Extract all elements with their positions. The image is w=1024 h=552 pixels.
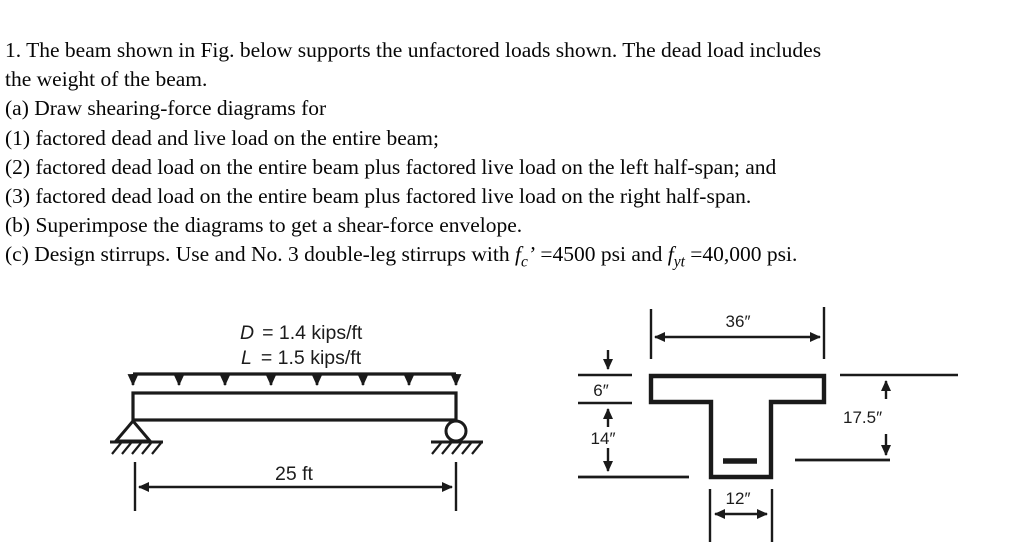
dead-load-label: D = 1.4 kips/ft — [240, 322, 363, 344]
flange-width-dimension — [651, 307, 824, 359]
span-dimension — [135, 462, 456, 511]
beam-body — [133, 393, 456, 420]
span-dimension-label: 25 ft — [275, 463, 313, 485]
fyt-symbol: $f_{yt}$ — [667, 242, 685, 271]
problem-line-b: (b) Superimpose the diagrams to get a shear-force envelope. — [5, 213, 523, 238]
beam-elevation-figure — [110, 322, 483, 511]
problem-line-a3: (3) factored dead load on the entire beam plus factored live load on the right half-span. — [5, 184, 752, 209]
web-depth-label: 14″ — [590, 429, 616, 448]
problem-line-a1: (1) factored dead and live load on the entire beam; — [5, 125, 439, 150]
flange-thickness-label: 6″ — [593, 381, 609, 400]
problem-line-a: (a) Draw shearing-force diagrams for — [5, 96, 327, 121]
roller-support — [431, 421, 483, 454]
roller-support-hatching — [432, 443, 481, 454]
effective-depth-label: 17.5″ — [843, 408, 883, 427]
live-load-label: L = 1.5 kips/ft — [241, 347, 362, 369]
t-section-figure — [578, 307, 958, 542]
web-width-label: 12″ — [725, 489, 751, 508]
line-c-suffix: =40,000 psi. — [684, 242, 798, 267]
flange-width-label: 36″ — [725, 312, 751, 331]
pin-support-hatching — [112, 443, 161, 454]
web-width-dimension — [710, 489, 772, 542]
pin-support — [110, 421, 163, 454]
problem-line-2: the weight of the beam. — [5, 67, 208, 92]
left-depth-dimensions — [578, 350, 689, 477]
line-c-prefix: (c) Design stirrups. Use and No. 3 double-leg stirrups with — [5, 242, 515, 267]
problem-line-a2: (2) factored dead load on the entire beam plus factored live load on the left half-span; and — [5, 154, 777, 179]
distributed-load-arrows — [133, 374, 456, 385]
problem-line-1: 1. The beam shown in Fig. below supports the unfactored loads shown. The dead load includes — [5, 38, 822, 62]
fc-symbol: $f_c$’ — [514, 242, 535, 271]
line-c-mid: =4500 psi and — [534, 242, 668, 267]
